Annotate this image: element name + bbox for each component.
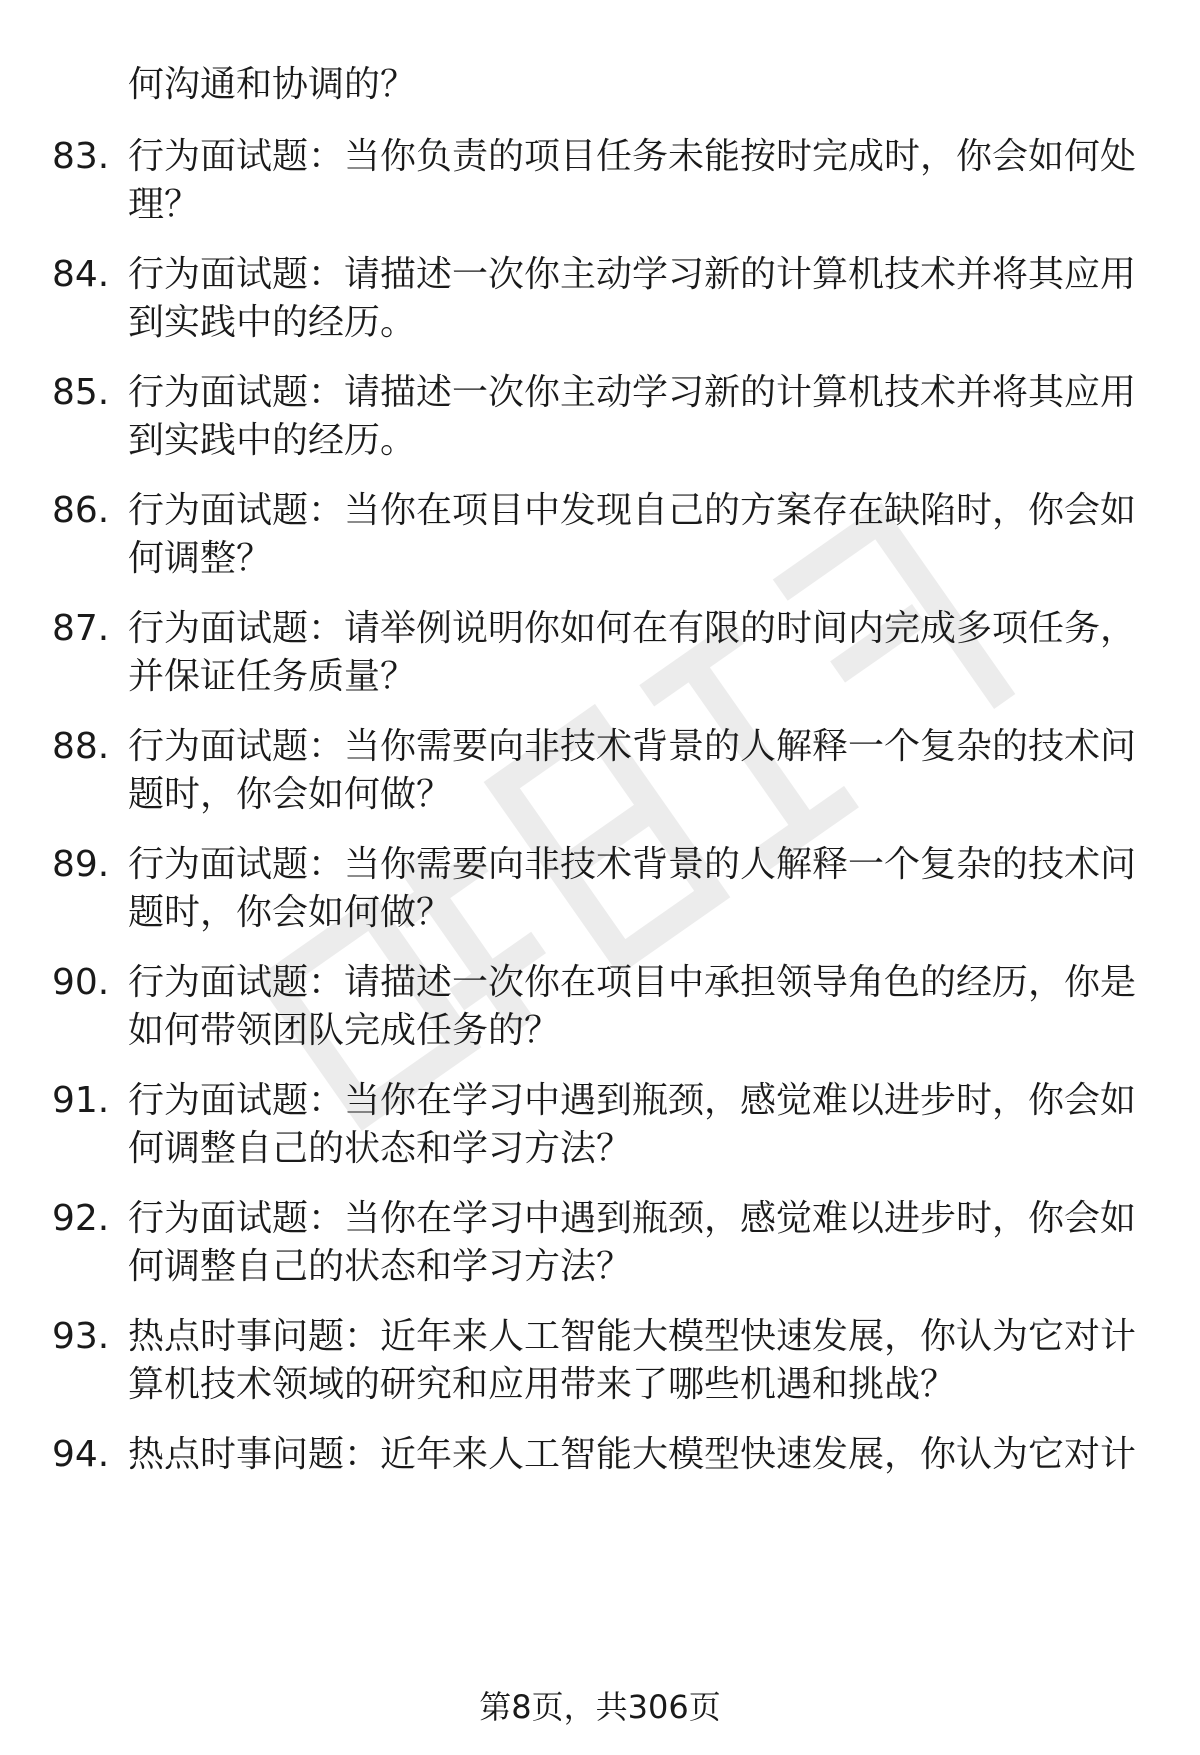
item-text-cont: 何调整？ [128, 538, 273, 579]
item-text-cont: 算机技术领域的研究和应用带来了哪些机遇和挑战？ [128, 1364, 957, 1405]
item-text: 行为面试题：当你在学习中遇到瓶颈，感觉难以进步时，你会如 [128, 1198, 1137, 1239]
item-text-cont: 如何带领团队完成任务的？ [128, 1010, 561, 1051]
item-number: 88. [52, 726, 110, 767]
item-text-cont: 何调整自己的状态和学习方法？ [128, 1246, 633, 1287]
item-number: 92. [52, 1198, 110, 1239]
item-text: 行为面试题：当你负责的项目任务未能按时完成时，你会如何处 [128, 136, 1137, 177]
item-text: 行为面试题：请描述一次你主动学习新的计算机技术并将其应用 [128, 372, 1137, 413]
item-text: 热点时事问题：近年来人工智能大模型快速发展，你认为它对计 [128, 1316, 1137, 1357]
item-number: 90. [52, 962, 110, 1003]
item-text-cont: 何调整自己的状态和学习方法？ [128, 1128, 633, 1169]
item-text: 行为面试题：当你需要向非技术背景的人解释一个复杂的技术问 [128, 844, 1137, 885]
page-footer: 第8页，共306页 [479, 1688, 721, 1726]
item-text: 行为面试题：当你在学习中遇到瓶颈，感觉难以进步时，你会如 [128, 1080, 1137, 1121]
item-text-cont: 到实践中的经历。 [128, 420, 417, 461]
item-text: 热点时事问题：近年来人工智能大模型快速发展，你认为它对计 [128, 1434, 1137, 1475]
item-text: 行为面试题：当你需要向非技术背景的人解释一个复杂的技术问 [128, 726, 1137, 767]
item-number: 91. [52, 1080, 110, 1121]
item-number: 87. [52, 608, 110, 649]
item-text-cont: 并保证任务质量？ [128, 656, 417, 697]
continuation-text: 何沟通和协调的？ [128, 64, 417, 105]
item-text-cont: 题时，你会如何做？ [128, 774, 453, 815]
item-number: 84. [52, 254, 110, 295]
item-number: 83. [52, 136, 110, 177]
item-text: 行为面试题：请描述一次你在项目中承担领导角色的经历，你是 [128, 962, 1137, 1003]
item-text: 行为面试题：请描述一次你主动学习新的计算机技术并将其应用 [128, 254, 1137, 295]
item-text-cont: 到实践中的经历。 [128, 302, 417, 343]
item-number: 86. [52, 490, 110, 531]
item-text-cont: 理？ [128, 184, 201, 225]
item-number: 93. [52, 1316, 110, 1357]
item-text: 行为面试题：当你在项目中发现自己的方案存在缺陷时，你会如 [128, 490, 1137, 531]
item-number: 85. [52, 372, 110, 413]
item-text-cont: 题时，你会如何做？ [128, 892, 453, 933]
item-text: 行为面试题：请举例说明你如何在有限的时间内完成多项任务， [128, 608, 1137, 649]
item-number: 94. [52, 1434, 110, 1475]
item-number: 89. [52, 844, 110, 885]
